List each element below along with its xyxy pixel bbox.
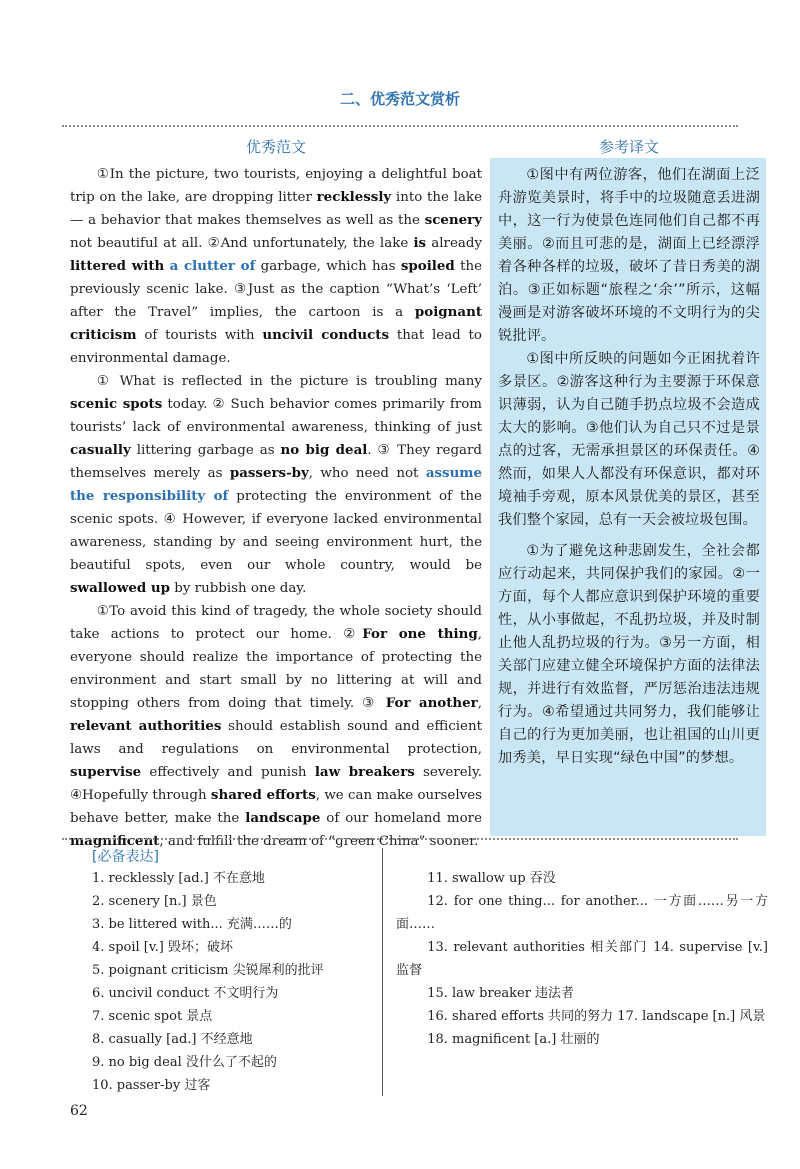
essay-text: into the lake — a behavior that makes themselves as well as the xyxy=(70,190,482,228)
essay-header: 优秀范文 xyxy=(246,138,307,156)
essay-text: , everyone should realize the importance of protecting the environment and start small by no littering at will and stopping others from doing that timely. ③ xyxy=(70,627,482,711)
vocab-title: [必备表达] xyxy=(92,849,159,865)
keyword: swallowed up xyxy=(70,580,171,596)
keyword: recklessly xyxy=(316,189,392,205)
vocab-item: 18. magnificent [a.] 壮丽的 xyxy=(427,1032,600,1047)
highlight-phrase: a clutter of xyxy=(169,258,256,274)
essay-text: the previously scenic lake. ③Just as the caption “What’s ‘Left’ after the Travel” implies, the cartoon is a xyxy=(70,259,482,320)
highlight-phrase: assume the responsibility of xyxy=(70,465,482,504)
essay-text: ①To avoid this kind of tragedy, the whole society should take actions to protect our home. ② xyxy=(70,604,482,642)
essay-text: already xyxy=(426,236,483,251)
essay-text: that lead to environmental damage. xyxy=(70,328,482,366)
translation-paragraph-2: ①图中所反映的问题如今正困扰着许多景区。②游客这种行为主要源于环保意识薄弱，认为自己随手扔点垃圾不会造成太大的影响。③他们认为自己只不过是景点的过客，无需承担景区的环保责任。④然而，如果人人都没有环保意识，都对环境袖手旁观，原本风景优美的景区，甚至我们整个家园，总有一天会被垃圾包围。 xyxy=(498,351,760,528)
vocab-list-right xyxy=(396,867,768,1051)
essay-text: today. ② Such behavior comes primarily from tourists’ lack of environmental awareness, thinking of just xyxy=(70,397,482,435)
keyword: shared efforts xyxy=(210,787,316,803)
keyword: spoiled xyxy=(400,258,455,274)
keyword: landscape xyxy=(245,810,321,826)
vocab-item: 11. swallow up 吞没 xyxy=(427,871,556,886)
keyword: magnificent xyxy=(70,833,160,849)
essay-text: protecting the environment of the scenic spots. ④ However, if everyone lacked environmental awareness, standing by and seeing environment hurt, the beautiful spots, even our whole country, would be xyxy=(70,489,482,573)
vocab-item: 8. casually [ad.] 不经意地 xyxy=(92,1032,253,1047)
keyword: poignant criticism xyxy=(70,304,482,343)
keyword: supervise xyxy=(70,764,142,780)
essay-text: , and fulfill the dream of “green China” sooner. xyxy=(159,834,479,849)
essay-paragraph-1 xyxy=(70,163,482,370)
essay-text: of our homeland more xyxy=(320,811,482,826)
column-divider xyxy=(382,848,383,1096)
essay-text: , who need not xyxy=(308,466,426,481)
vocab-item: 6. uncivil conduct 不文明行为 xyxy=(92,986,279,1001)
keyword: For one thing xyxy=(362,626,478,642)
essay-text: effectively and punish xyxy=(141,765,315,780)
essay-paragraph-3 xyxy=(70,600,482,853)
keyword: passers-by xyxy=(229,465,309,481)
essay-text: by rubbish one day. xyxy=(170,581,307,596)
essay-text: not beautiful at all. ②And unfortunately, the lake xyxy=(70,236,414,251)
keyword: uncivil conducts xyxy=(262,327,390,343)
vocab-item: 13. relevant authorities 相关部门 14. supervise [v.] 监督 xyxy=(396,940,768,978)
essay-body xyxy=(70,163,482,853)
vocab-list-left xyxy=(92,867,374,1097)
vocab-item: 7. scenic spot 景点 xyxy=(92,1009,213,1024)
essay-text: littering garbage as xyxy=(130,443,281,458)
vocab-item: 3. be littered with... 充满……的 xyxy=(92,917,292,932)
translation-header: 参考译文 xyxy=(599,138,660,156)
translation-box xyxy=(490,158,766,836)
essay-text: . ③ They regard themselves merely as xyxy=(70,443,483,481)
vocab-item: 5. poignant criticism 尖锐犀利的批评 xyxy=(92,963,324,978)
keyword: is xyxy=(413,235,427,251)
essay-text: , xyxy=(477,696,483,711)
vocab-item: 1. recklessly [ad.] 不在意地 xyxy=(92,871,265,886)
dotted-divider-bottom xyxy=(62,838,738,840)
translation-paragraph-3: ①为了避免这种悲剧发生，全社会都应行动起来，共同保护我们的家园。②一方面，每个人都应意识到保护环境的重要性，从小事做起，不乱扔垃圾，并及时制止他人乱扔垃圾的行为。③另一方面，相关部门应建立健全环境保护方面的法律法规，并进行有效监督，严厉惩治违法违规行为。④希望通过共同努力，我们能够让自己的行为更加美丽，也让祖国的山川更加秀美，早日实现“绿色中国”的梦想。 xyxy=(498,543,760,766)
keyword: scenery xyxy=(424,212,482,228)
keyword: casually xyxy=(70,442,131,458)
essay-paragraph-2 xyxy=(70,370,482,600)
dotted-divider xyxy=(62,125,738,127)
keyword: law breakers xyxy=(314,764,415,780)
section-title: 二、优秀范文赏析 xyxy=(339,90,460,108)
translation-paragraph-1: ①图中有两位游客，他们在湖面上泛舟游览美景时，将手中的垃圾随意丢进湖中，这一行为使景色连同他们自己都不再美丽。②而且可悲的是，湖面上已经漂浮着各种各样的垃圾，破坏了昔日秀美的湖泊。③正如标题“旅程之‘余’”所示，这幅漫画是对游客破坏环境的不文明行为的尖锐批评。 xyxy=(498,167,760,344)
keyword: For another xyxy=(385,695,478,711)
keyword: no big deal xyxy=(280,442,368,458)
keyword: littered with xyxy=(70,258,165,274)
essay-text: ① What is reflected in the picture is troubling many xyxy=(96,374,482,389)
page-number: 62 xyxy=(70,1103,88,1119)
essay-text: severely. ④Hopefully through xyxy=(70,765,482,803)
essay-text: garbage, which has xyxy=(255,259,401,274)
vocab-item: 16. shared efforts 共同的努力 17. landscape [n.] 风景 xyxy=(427,1009,766,1024)
essay-text: , we can make ourselves behave better, make the xyxy=(70,788,482,826)
vocab-item: 4. spoil [v.] 毁坏；破坏 xyxy=(92,940,234,955)
vocab-item: 9. no big deal 没什么了不起的 xyxy=(92,1055,277,1070)
keyword: scenic spots xyxy=(70,396,163,412)
essay-text: should establish sound and efficient laws and regulations on environmental protection, xyxy=(70,719,482,757)
vocab-item: 12. for one thing... for another... 一方面……另一方面…… xyxy=(396,894,768,932)
vocab-item: 10. passer-by 过客 xyxy=(92,1078,211,1093)
essay-text: ①In the picture, two tourists, enjoying a delightful boat trip on the lake, are dropping litter xyxy=(70,167,482,205)
vocab-item: 2. scenery [n.] 景色 xyxy=(92,894,217,909)
essay-text: of tourists with xyxy=(136,328,263,343)
keyword: relevant authorities xyxy=(70,718,222,734)
vocab-item: 15. law breaker 违法者 xyxy=(427,986,575,1001)
